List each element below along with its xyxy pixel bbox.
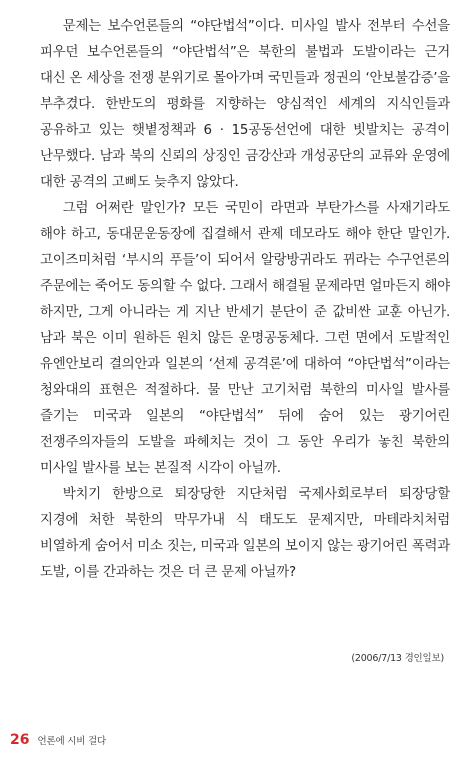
article-body bbox=[40, 14, 450, 586]
book-title: 언론에 시비 걸다 bbox=[37, 736, 106, 747]
page-number: 26 bbox=[10, 732, 30, 748]
paragraph-3: 박치기 한방으로 퇴장당한 지단처럼 국제사회로부터 퇴장당할 지경에 처한 북한의 막무가내 식 태도도 문제지만, 마테라치처럼 비열하게 숨어서 미소 짓는, 미국과 일본의 보이지 않는 광기어린 폭력과 도발, 이를 간과하는 것은 더 큰 문제 아닐까? bbox=[40, 487, 450, 580]
article-source: (2006/7/13 경인일보) bbox=[351, 653, 444, 664]
paragraph-2: 그럼 어쩌란 말인가? 모든 국민이 라면과 부탄가스를 사재기라도 해야 하고, 동대문운동장에 집결해서 관제 데모라도 해야 한단 말인가. 고이즈미처럼 ‘부시의 푸들’이 되어서 알랑방귀라도 뀌라는 수구언론의 주문에는 죽어도 동의할 수 없다. 그래서 해결될 문제라면 얼마든지 해야 하지만, 그게 아니라는 게 지난 반세기 분단이 준 값비싼 교훈 아닌가. 남과 북은 이미 원하든 원치 않든 운명공동체다. 그런 면에서 도발적인 유엔안보리 결의안과 일본의 ‘선제 공격론’에 대하여 “야단법석”이라는 청와대의 표현은 적절하다. 물 만난 고기처럼 북한의 미사일 발사를 즐기는 미국과 일본의 “야단법석” 뒤에 숨어 있는 광기어린 전쟁주의자들의 도발을 파헤치는 것이 그 동안 우리가 놓친 북한의 미사일 발사를 보는 본질적 시각이 아닐까. bbox=[40, 201, 450, 476]
paragraph-1: 문제는 보수언론들의 “야단법석”이다. 미사일 발사 전부터 수선을 피우던 보수언론들의 “야단법석”은 북한의 불법과 도발이라는 근거 대신 온 세상을 전쟁 분위기로 몰아가며 국민들과 정권의 ‘안보불감증’을 부추겼다. 한반도의 평화를 지향하는 양심적인 세계의 지식인들과 공유하고 있는 햇볕정책과 6 · 15공동선언에 대한 빗발치는 공격이 난무했다. 남과 북의 신뢰의 상징인 금강산과 개성공단의 교류와 운영에 대한 공격의 고삐도 늦추지 않았다. bbox=[40, 19, 450, 190]
page-footer bbox=[10, 732, 106, 748]
